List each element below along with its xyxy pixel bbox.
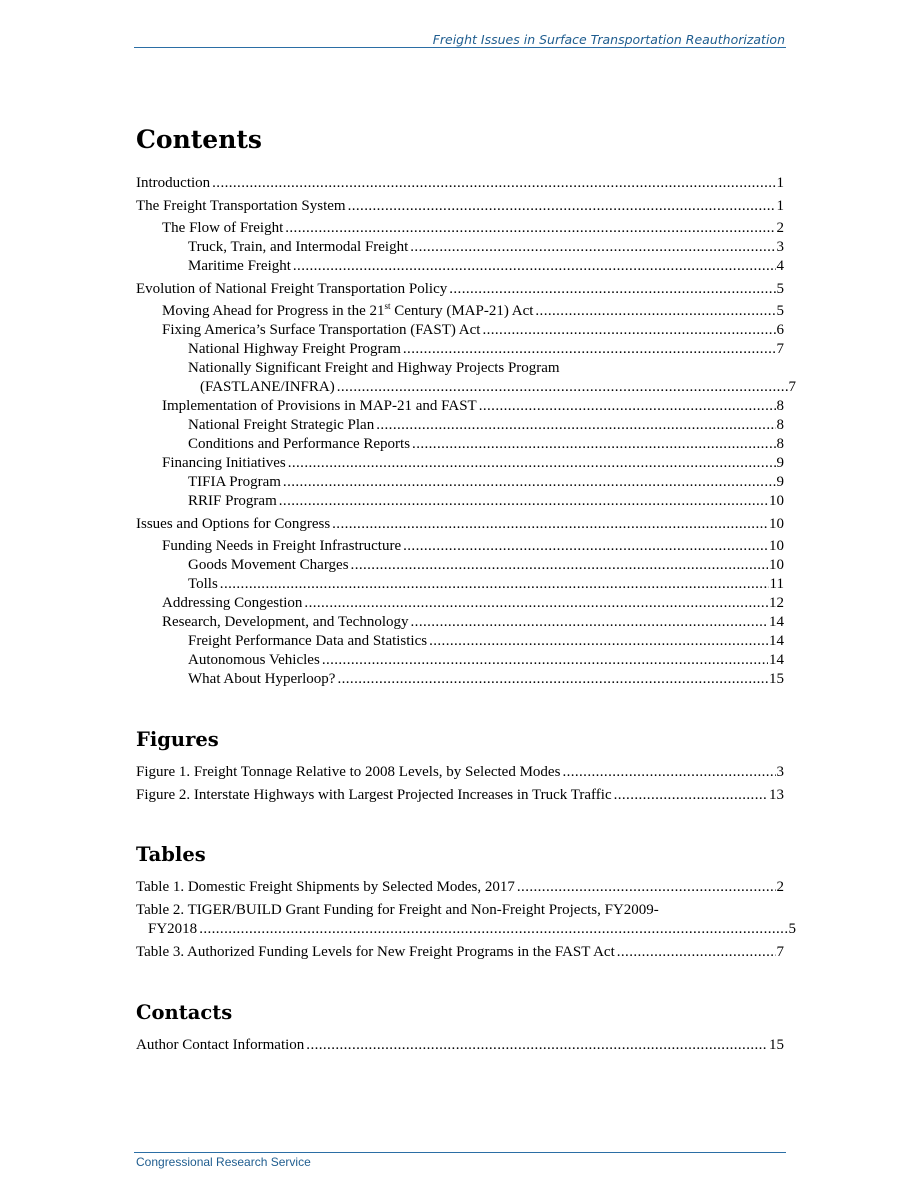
page-number: 7 <box>776 944 784 960</box>
page-number: 10 <box>769 516 784 532</box>
toc-entry[interactable]: What About Hyperloop? ..... 15 <box>136 670 784 689</box>
page-number: 7 <box>788 379 796 395</box>
figure-entry[interactable]: Figure 2. Interstate Highways with Largest Projected Increases in Truck Traffic ..... 13 <box>136 786 784 805</box>
toc-entry[interactable]: Addressing Congestion ..... 12 <box>136 594 784 613</box>
toc-entry[interactable]: Fixing America’s Surface Transportation (FAST) Act ..... 6 <box>136 321 784 340</box>
toc-entry[interactable]: The Flow of Freight ..... 2 <box>136 219 784 238</box>
header-rule <box>134 47 786 48</box>
toc-entry[interactable]: National Freight Strategic Plan ..... 8 <box>136 416 784 435</box>
page-number: 10 <box>769 538 784 554</box>
toc-entry[interactable]: TIFIA Program ..... 9 <box>136 473 784 492</box>
page-number: 15 <box>769 1037 784 1053</box>
page-number: 14 <box>769 633 784 649</box>
toc-entry[interactable]: Freight Performance Data and Statistics ..... 14 <box>136 632 784 651</box>
table-entry[interactable]: Table 3. Authorized Funding Levels for New Freight Programs in the FAST Act ..... 7 <box>136 943 784 962</box>
page-number: 14 <box>769 652 784 668</box>
page-number: 3 <box>776 764 784 780</box>
page-number: 1 <box>776 175 784 191</box>
page-number: 9 <box>776 474 784 490</box>
toc-entry[interactable]: RRIF Program ..... 10 <box>136 492 784 511</box>
figures-heading: Figures <box>136 728 219 751</box>
table-entry[interactable]: Table 1. Domestic Freight Shipments by Selected Modes, 2017 ..... 2 <box>136 878 784 897</box>
page-number: 13 <box>769 787 784 803</box>
page-number: 6 <box>776 322 784 338</box>
toc-entry[interactable]: Moving Ahead for Progress in the 21st Century (MAP-21) Act ..... 5 <box>136 302 784 321</box>
toc-entry[interactable]: Autonomous Vehicles ..... 14 <box>136 651 784 670</box>
page-number: 10 <box>769 493 784 509</box>
page-number: 8 <box>776 436 784 452</box>
toc-entry[interactable]: Research, Development, and Technology ..... 14 <box>136 613 784 632</box>
running-header: Freight Issues in Surface Transportation Reauthorization <box>432 32 785 47</box>
page-number: 12 <box>769 595 784 611</box>
toc-entry[interactable]: Implementation of Provisions in MAP-21 and FAST ..... 8 <box>136 397 784 416</box>
figure-entry[interactable]: Figure 1. Freight Tonnage Relative to 2008 Levels, by Selected Modes ..... 3 <box>136 763 784 782</box>
contents-heading: Contents <box>136 125 263 154</box>
page-number: 10 <box>769 557 784 573</box>
page-number: 5 <box>776 281 784 297</box>
page-number: 15 <box>769 671 784 687</box>
page-number: 8 <box>776 398 784 414</box>
toc-entry[interactable]: Financing Initiatives ..... 9 <box>136 454 784 473</box>
tables-heading: Tables <box>136 843 206 866</box>
page-number: 3 <box>776 239 784 255</box>
toc-entry[interactable]: Introduction ..... 1 <box>136 174 784 193</box>
page-number: 7 <box>776 341 784 357</box>
page-number: 14 <box>769 614 784 630</box>
toc-entry[interactable]: Issues and Options for Congress ..... 10 <box>136 515 784 534</box>
toc-entry[interactable]: National Highway Freight Program ..... 7 <box>136 340 784 359</box>
toc-entry[interactable]: Conditions and Performance Reports ..... 8 <box>136 435 784 454</box>
page-number: 5 <box>776 303 784 319</box>
running-footer: Congressional Research Service <box>136 1155 311 1169</box>
page-number: 9 <box>776 455 784 471</box>
toc-entry[interactable]: Tolls ..... 11 <box>136 575 784 594</box>
contacts-heading: Contacts <box>136 1001 233 1024</box>
toc-entry[interactable]: Truck, Train, and Intermodal Freight ..... 3 <box>136 238 784 257</box>
page-number: 2 <box>776 879 784 895</box>
table-entry[interactable]: Table 2. TIGER/BUILD Grant Funding for Freight and Non-Freight Projects, FY2009- FY2018 ..... 5 <box>136 901 784 939</box>
page-number: 11 <box>769 576 784 592</box>
page-number: 1 <box>776 198 784 214</box>
page-number: 2 <box>776 220 784 236</box>
page-number: 5 <box>788 921 796 937</box>
page-number: 8 <box>776 417 784 433</box>
toc-entry[interactable]: The Freight Transportation System ..... 1 <box>136 197 784 216</box>
toc-entry[interactable]: Evolution of National Freight Transportation Policy ..... 5 <box>136 280 784 299</box>
toc-entry[interactable]: Maritime Freight ..... 4 <box>136 257 784 276</box>
toc-entry[interactable]: Nationally Significant Freight and Highway Projects Program (FASTLANE/INFRA) ..... 7 <box>136 359 784 397</box>
page-number: 4 <box>776 258 784 274</box>
footer-rule <box>134 1152 786 1153</box>
toc-entry[interactable]: Funding Needs in Freight Infrastructure ..... 10 <box>136 537 784 556</box>
toc-entry[interactable]: Goods Movement Charges ..... 10 <box>136 556 784 575</box>
contact-entry[interactable]: Author Contact Information ..... 15 <box>136 1036 784 1055</box>
